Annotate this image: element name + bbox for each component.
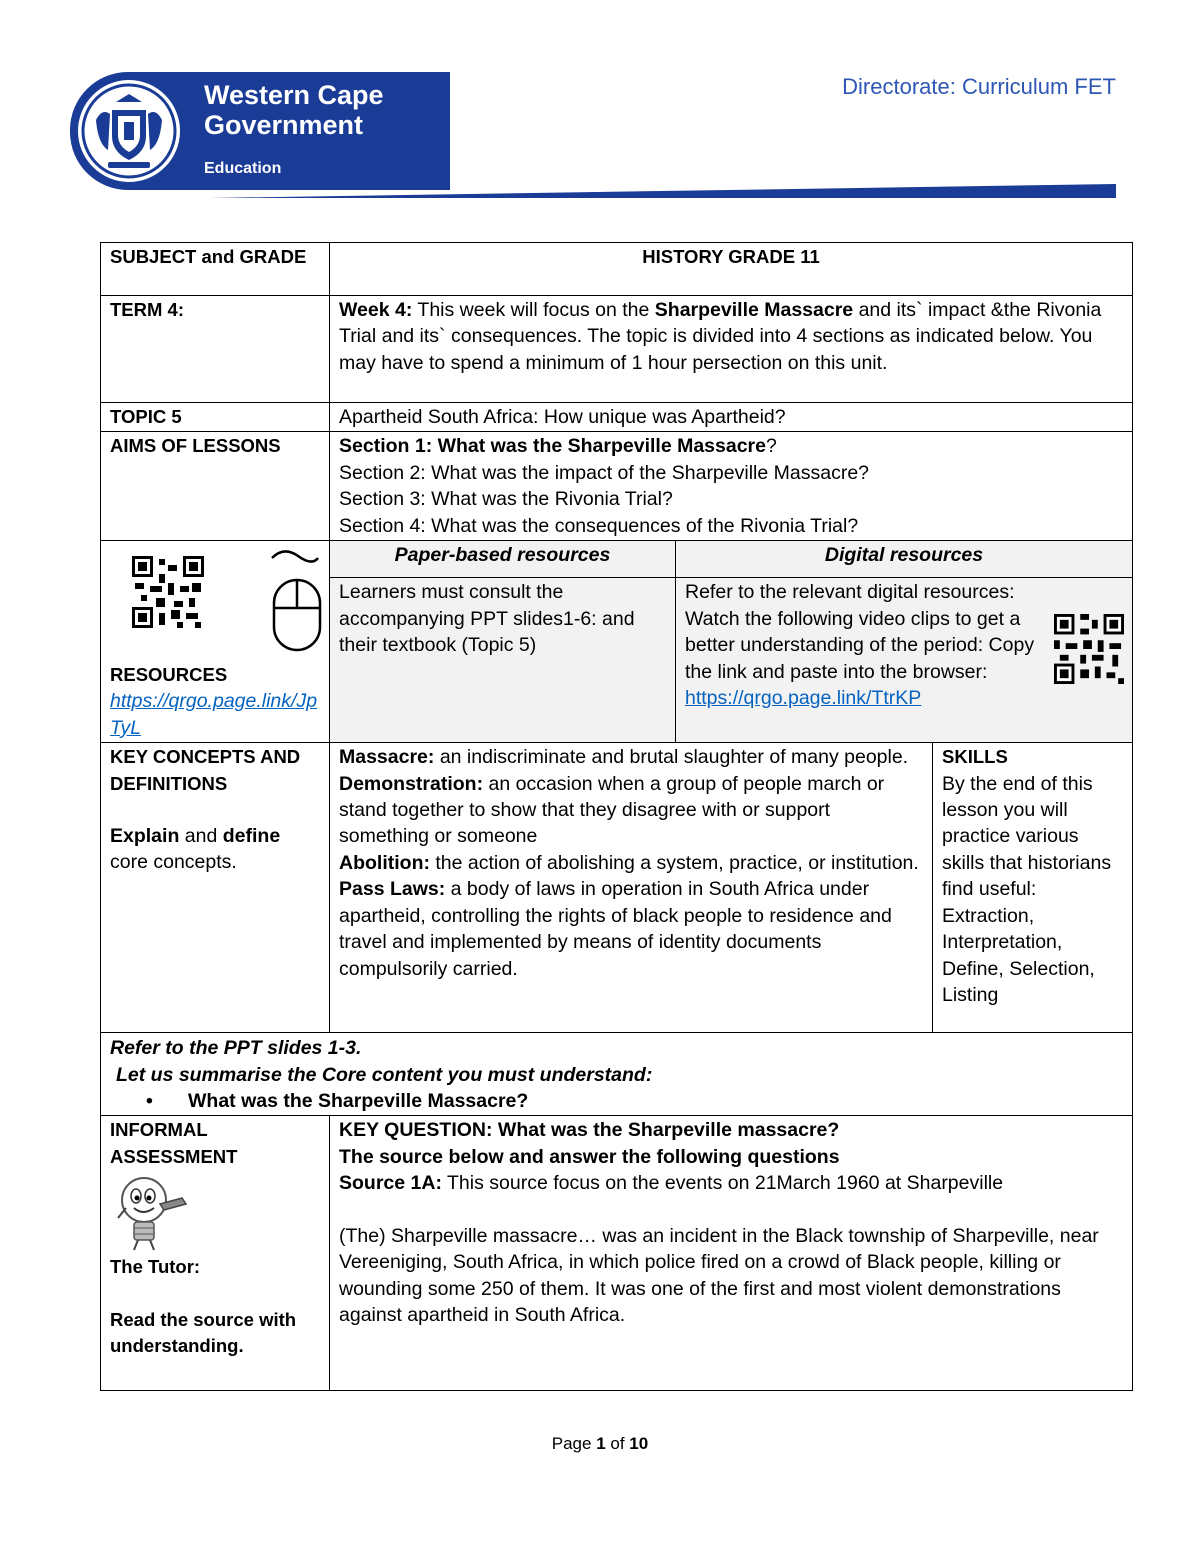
definition-abolition: Abolition: the action of abolishing a system, practice, or institution. xyxy=(339,851,919,874)
wcg-logo xyxy=(70,72,450,190)
resources-label: RESOURCES xyxy=(110,664,228,686)
logo-title: Western Cape Government xyxy=(204,80,384,140)
definition-massacre: Massacre: an indiscriminate and brutal slaughter of many people. xyxy=(339,746,909,769)
logo-subtitle: Education xyxy=(204,160,282,177)
qr-code-icon xyxy=(132,556,204,628)
resources-link[interactable]: https://qrgo.page.link/JpTyL xyxy=(110,690,318,739)
digital-resources-link[interactable]: https://qrgo.page.link/TtrKP xyxy=(685,686,922,709)
term-description: Week 4: This week will focus on the Sharpeville Massacre and its` impact &the Rivonia Trial and its` consequences. The topic is divided into 4 sections as indicated below. You may have to spend a minimum of 1 hour persection on this unit. xyxy=(330,296,1133,403)
paper-resources-header: Paper-based resources xyxy=(330,541,676,578)
resources-cell xyxy=(101,541,330,743)
concepts-definitions xyxy=(330,743,933,1033)
concepts-label-cell xyxy=(101,743,330,1033)
source-intro: Source 1A: This source focus on the events on 21March 1960 at Sharpeville xyxy=(339,1172,1004,1195)
term-label: TERM 4: xyxy=(101,296,330,403)
digital-resources-header: Digital resources xyxy=(676,541,1133,578)
aims-row xyxy=(101,432,1133,541)
digital-resources-cell xyxy=(676,578,1133,743)
concepts-label: KEY CONCEPTS AND DEFINITIONS xyxy=(110,746,301,794)
tutor-label: The Tutor: xyxy=(110,1256,201,1278)
term-row xyxy=(101,296,1133,403)
topic-label: TOPIC 5 xyxy=(101,403,330,432)
summary-line-1: Refer to the PPT slides 1-3. xyxy=(110,1037,362,1060)
subject-label: SUBJECT and GRADE xyxy=(101,243,330,296)
concepts-instruction: Explain and define core concepts. xyxy=(110,825,281,874)
summary-bullet: • What was the Sharpeville Massacre? xyxy=(110,1088,1123,1114)
summary-line-2: Let us summarise the Core content you must understand: xyxy=(116,1063,653,1086)
source-text: (The) Sharpeville massacre… was an incident in the Black township of Sharpeville, near Vereeniging, South Africa, in which police fired on a crowd of Black people, killing or wounding some 250 of them. It was one of the first and most violent demonstrations against apartheid in South Africa. xyxy=(339,1224,1099,1326)
skills-cell xyxy=(933,743,1133,1033)
assessment-label-cell xyxy=(101,1116,330,1391)
tutor-lightbulb-icon xyxy=(112,1174,192,1252)
read-instruction: Read the source with understanding. xyxy=(110,1308,297,1357)
key-question: KEY QUESTION: What was the Sharpeville massacre? xyxy=(339,1119,840,1142)
subject-value: HISTORY GRADE 11 xyxy=(330,243,1133,296)
summary-cell xyxy=(101,1033,1133,1116)
definition-pass-laws: Pass Laws: a body of laws in operation in South Africa under apartheid, controlling the rights of black people to residence and travel and implemented by means of identity documents compulsorily carried. xyxy=(339,878,892,980)
lesson-table xyxy=(100,242,1133,1391)
assessment-row xyxy=(101,1116,1133,1391)
topic-value: Apartheid South Africa: How unique was Apartheid? xyxy=(330,403,1133,432)
aims-list xyxy=(330,432,1133,541)
topic-row xyxy=(101,403,1133,432)
aim-section-4: Section 4: What was the consequences of the Rivonia Trial? xyxy=(339,514,859,537)
assessment-instruction: The source below and answer the following questions xyxy=(339,1145,840,1168)
resources-header-row xyxy=(101,541,1133,578)
page-footer: Page 1 of 10 xyxy=(551,1434,649,1453)
aims-label: AIMS OF LESSONS xyxy=(101,432,330,541)
aim-section-2: Section 2: What was the impact of the Sharpeville Massacre? xyxy=(339,461,870,484)
skills-label: SKILLS xyxy=(942,746,1008,768)
summary-row xyxy=(101,1033,1133,1116)
aim-section-3: Section 3: What was the Rivonia Trial? xyxy=(339,488,673,511)
bullet-icon: • xyxy=(146,1090,153,1113)
assessment-label: INFORMAL ASSESSMENT xyxy=(110,1119,238,1167)
assessment-content xyxy=(330,1116,1133,1391)
coat-of-arms-icon xyxy=(78,80,180,182)
digital-resources-text: Refer to the relevant digital resources: Watch the following video clips to get a better understanding of the period: Copy the link and paste into the browser: xyxy=(685,581,1035,683)
qr-code-icon xyxy=(1054,614,1124,684)
header-accent-bar xyxy=(210,184,1116,198)
skills-text: By the end of this lesson you will practice various skills that historians find useful: Extraction, Interpretation, Define, Selection, Listing xyxy=(942,772,1112,1006)
subject-row xyxy=(101,243,1133,296)
definition-demonstration: Demonstration: an occasion when a group of people march or stand together to show that they disagree with or support something or someone xyxy=(339,772,885,848)
paper-resources-text: Learners must consult the accompanying PPT slides1-6: and their textbook (Topic 5) xyxy=(330,578,676,743)
directorate-label: Directorate: Curriculum FET xyxy=(842,74,1116,99)
concepts-row xyxy=(101,743,1133,1033)
mouse-icon xyxy=(266,546,326,656)
aim-section-1: Section 1: What was the Sharpeville Massacre? xyxy=(339,435,777,458)
